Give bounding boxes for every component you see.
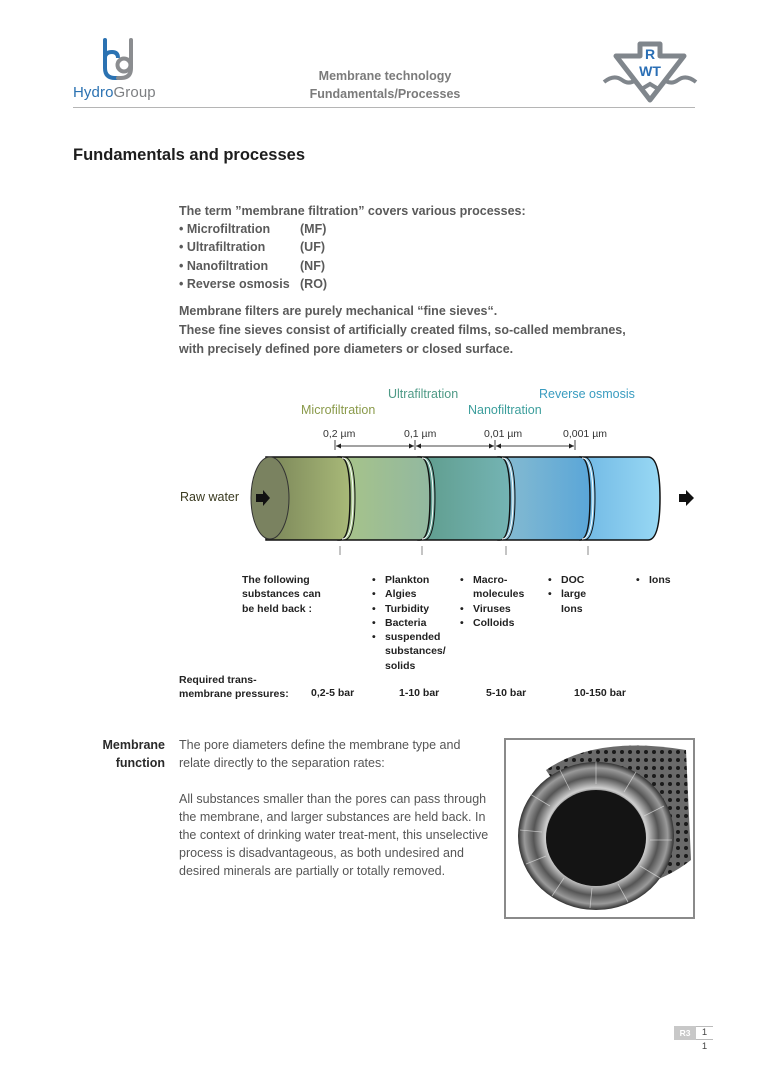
page-number: 1 [696, 1026, 713, 1040]
hollow-fiber-membrane-image [504, 738, 695, 919]
substances-column-uf [460, 573, 540, 630]
process-item: • Reverse osmosis (RO) [179, 276, 328, 291]
label-microfiltration: Microfiltration [301, 403, 376, 417]
pressures-lead: Required trans- membrane pressures: [179, 674, 289, 700]
list-item: • Plankton [372, 574, 430, 586]
membrane-process-diagram [170, 380, 710, 560]
list-item: • Colloids [460, 616, 515, 629]
raw-water-label: Raw water [180, 490, 240, 504]
page-title: Fundamentals and processes [73, 146, 305, 164]
outflow-arrow-icon [679, 490, 694, 506]
list-item: • large Ions [548, 588, 587, 615]
header-title [280, 67, 490, 103]
rwt-logo-icon [600, 38, 700, 104]
process-item: • Ultrafiltration (UF) [179, 240, 325, 255]
header-title-line1: Membrane technology [318, 69, 452, 83]
pressure-value: 1-10 bar [399, 687, 440, 699]
header-divider [73, 107, 695, 108]
svg-text:WT: WT [639, 63, 661, 79]
hydrogroup-logo-text: HydroGroup [73, 84, 156, 101]
list-item: • DOC [548, 574, 585, 586]
membrane-function-para1: The pore diameters define the membrane type and relate directly to the separation rates: [179, 738, 461, 770]
list-item: • Algies [372, 588, 417, 601]
list-item: • Ions [636, 574, 671, 586]
process-item: • Nanofiltration (NF) [179, 258, 325, 273]
pore-size-label: 0,2 µm [323, 428, 356, 440]
hydrogroup-logo-icon [100, 38, 136, 82]
intro-lead: The term ”membrane filtration” covers various processes: [179, 204, 526, 218]
pressure-value: 5-10 bar [486, 687, 527, 699]
substances-column-ro [636, 573, 686, 587]
substances-column-nf [548, 573, 608, 616]
pressure-value: 10-150 bar [574, 687, 626, 699]
list-item: • Turbidity [372, 602, 430, 615]
pressure-value: 0,2-5 bar [311, 687, 355, 699]
pore-size-label: 0,001 µm [563, 428, 607, 440]
substances-column-mf [372, 573, 457, 673]
list-item: • Bacteria [372, 616, 427, 629]
label-ultrafiltration: Ultrafiltration [388, 387, 459, 401]
intro-paragraph: Membrane filters are purely mechanical “fine sieves“. These fine sieves consist of artificially created films, so-called membranes, with precisely defined pore diameters or closed surface. [179, 304, 626, 356]
list-item: • Macro-molecules [460, 574, 525, 601]
list-item: • Viruses [460, 602, 511, 615]
page-total: 1 [701, 1041, 708, 1052]
pore-size-label: 0,01 µm [484, 428, 523, 440]
membrane-function-para2: All substances smaller than the pores can pass through the membrane, and larger substances are held back. In the context of drinking water treat-ment, this unselective process is disadvantageous, as both undesired and desired minerals are partially or totally removed. [179, 792, 489, 878]
header-title-line2: Fundamentals/Processes [309, 87, 461, 101]
process-item: • Microfiltration (MF) [179, 222, 327, 237]
label-reverse-osmosis: Reverse osmosis [539, 387, 635, 401]
substances-lead: The following substances can be held back : [242, 574, 321, 615]
pore-size-label: 0,1 µm [404, 428, 437, 440]
membrane-function-heading: Membrane function [102, 738, 165, 770]
svg-text:R: R [644, 46, 656, 62]
membrane-function-text [179, 736, 489, 880]
intro-processes [179, 202, 526, 293]
label-nanofiltration: Nanofiltration [468, 403, 542, 417]
revision-badge: R3 [674, 1026, 696, 1040]
membrane-cylinder-graphic [170, 380, 710, 560]
list-item: • suspended substances/ solids [372, 631, 446, 672]
